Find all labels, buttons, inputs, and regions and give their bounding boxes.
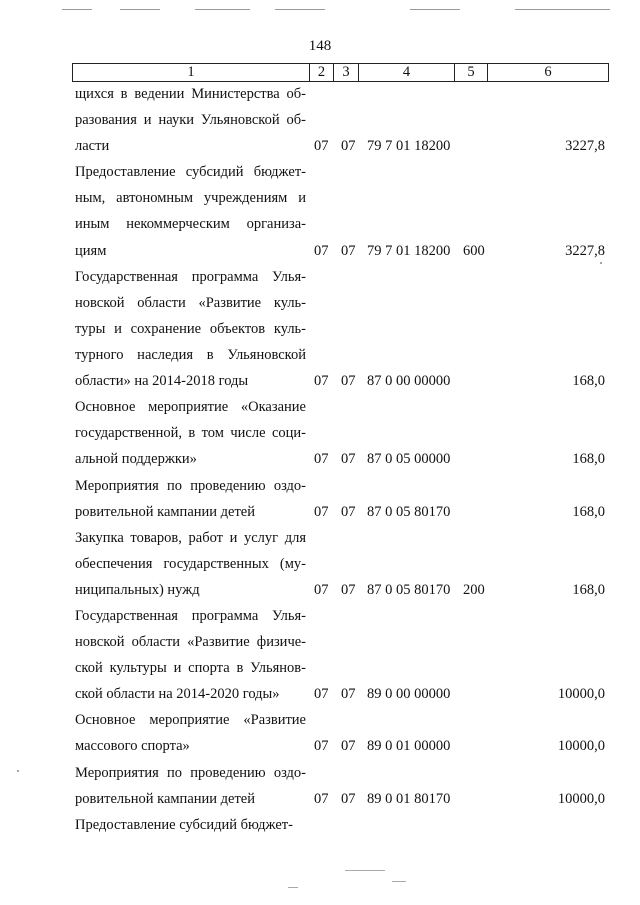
cell-c4: 89 0 00 00000 <box>367 686 451 703</box>
table-row <box>0 525 640 603</box>
cell-c3: 07 <box>341 242 356 259</box>
row-description <box>75 812 306 838</box>
row-description <box>75 473 306 525</box>
cell-c3: 07 <box>341 451 356 468</box>
table-row <box>0 760 640 812</box>
cell-c6: 168,0 <box>572 451 605 468</box>
table-row <box>0 159 640 263</box>
row-description <box>75 264 306 394</box>
cell-c6: 168,0 <box>572 503 605 520</box>
page-number: 148 <box>308 38 332 54</box>
table-row <box>0 812 640 838</box>
description-line: Предоставление субсидий бюджет- <box>75 816 293 833</box>
cell-c2: 07 <box>314 451 329 468</box>
description-line: государственной, в том числе соци- <box>75 425 306 442</box>
cell-c4: 87 0 05 80170 <box>367 503 451 520</box>
description-line: ным, автономным учреждениям и <box>75 190 306 207</box>
description-line: Основное мероприятие «Оказание <box>75 399 306 416</box>
description-line: области» на 2014-2018 годы <box>75 373 249 390</box>
column-header-table <box>72 63 609 82</box>
description-line: Основное мероприятие «Развитие <box>75 712 306 729</box>
cell-c3: 07 <box>341 790 356 807</box>
header-col-4: 4 <box>359 64 455 82</box>
cell-c2: 07 <box>314 138 329 155</box>
description-line: ской культуры и спорта в Ульянов- <box>75 660 306 677</box>
scan-speck <box>17 770 19 772</box>
header-col-3: 3 <box>334 64 359 82</box>
description-line: Мероприятия по проведению оздо- <box>75 764 306 781</box>
header-col-5: 5 <box>455 64 488 82</box>
row-description <box>75 159 306 263</box>
header-col-6: 6 <box>488 64 609 82</box>
row-description <box>75 603 306 707</box>
description-line: ской области на 2014-2020 годы» <box>75 686 280 703</box>
cell-c2: 07 <box>314 373 329 390</box>
description-line: щихся в ведении Министерства об- <box>75 86 306 102</box>
description-line: циям <box>75 242 107 259</box>
description-line: альной поддержки» <box>75 451 197 468</box>
description-line: иным некоммерческим организа- <box>75 216 306 233</box>
description-line: массового спорта» <box>75 738 190 755</box>
cell-c3: 07 <box>341 686 356 703</box>
description-line: туры и сохранение объектов куль- <box>75 320 306 337</box>
cell-c3: 07 <box>341 138 356 155</box>
cell-c3: 07 <box>341 373 356 390</box>
cell-c4: 79 7 01 18200 <box>367 138 451 155</box>
description-line: Мероприятия по проведению оздо- <box>75 477 306 494</box>
scan-artifact-top <box>0 9 640 15</box>
description-line: ласти <box>75 138 110 155</box>
cell-c2: 07 <box>314 790 329 807</box>
cell-c3: 07 <box>341 738 356 755</box>
description-line: ровительной кампании детей <box>75 503 256 520</box>
cell-c6: 10000,0 <box>557 686 605 703</box>
header-col-1: 1 <box>73 64 310 82</box>
row-description <box>75 394 306 472</box>
cell-c4: 87 0 05 80170 <box>367 581 451 598</box>
description-line: Предоставление субсидий бюджет- <box>75 164 306 181</box>
description-line: ниципальных) нужд <box>75 581 200 598</box>
description-line: Государственная программа Улья- <box>75 268 306 285</box>
cell-c2: 07 <box>314 581 329 598</box>
cell-c2: 07 <box>314 686 329 703</box>
cell-c4: 79 7 01 18200 <box>367 242 451 259</box>
cell-c4: 87 0 05 00000 <box>367 451 451 468</box>
row-description <box>75 525 306 603</box>
description-line: турного наследия в Ульяновской <box>75 346 306 363</box>
cell-c6: 3227,8 <box>565 242 605 259</box>
cell-c3: 07 <box>341 581 356 598</box>
description-line: новской области «Развитие куль- <box>75 294 306 311</box>
cell-c6: 10000,0 <box>557 790 605 807</box>
description-line: Государственная программа Улья- <box>75 608 306 624</box>
cell-c6: 3227,8 <box>565 138 605 155</box>
cell-c4: 87 0 00 00000 <box>367 373 451 390</box>
description-line: новской области «Развитие физиче- <box>75 634 306 651</box>
table-row <box>0 603 640 707</box>
cell-c2: 07 <box>314 503 329 520</box>
description-line: разования и науки Ульяновской об- <box>75 112 306 129</box>
table-row <box>0 394 640 472</box>
row-description <box>75 760 306 812</box>
cell-c4: 89 0 01 00000 <box>367 738 451 755</box>
table-row <box>0 473 640 525</box>
cell-c5: 600 <box>463 242 485 259</box>
row-description <box>75 707 306 759</box>
cell-c6: 168,0 <box>572 373 605 390</box>
cell-c3: 07 <box>341 503 356 520</box>
header-col-2: 2 <box>310 64 334 82</box>
cell-c6: 10000,0 <box>557 738 605 755</box>
table-row <box>0 707 640 759</box>
table-row <box>0 81 640 159</box>
cell-c2: 07 <box>314 242 329 259</box>
row-description <box>75 81 306 159</box>
cell-c2: 07 <box>314 738 329 755</box>
cell-c5: 200 <box>463 581 485 598</box>
description-line: ровительной кампании детей <box>75 790 256 807</box>
description-line: Закупка товаров, работ и услуг для <box>75 529 306 546</box>
cell-c4: 89 0 01 80170 <box>367 790 451 807</box>
table-row <box>0 264 640 395</box>
scan-speck <box>600 262 602 264</box>
description-line: обеспечения государственных (му- <box>75 555 306 572</box>
cell-c6: 168,0 <box>572 581 605 598</box>
